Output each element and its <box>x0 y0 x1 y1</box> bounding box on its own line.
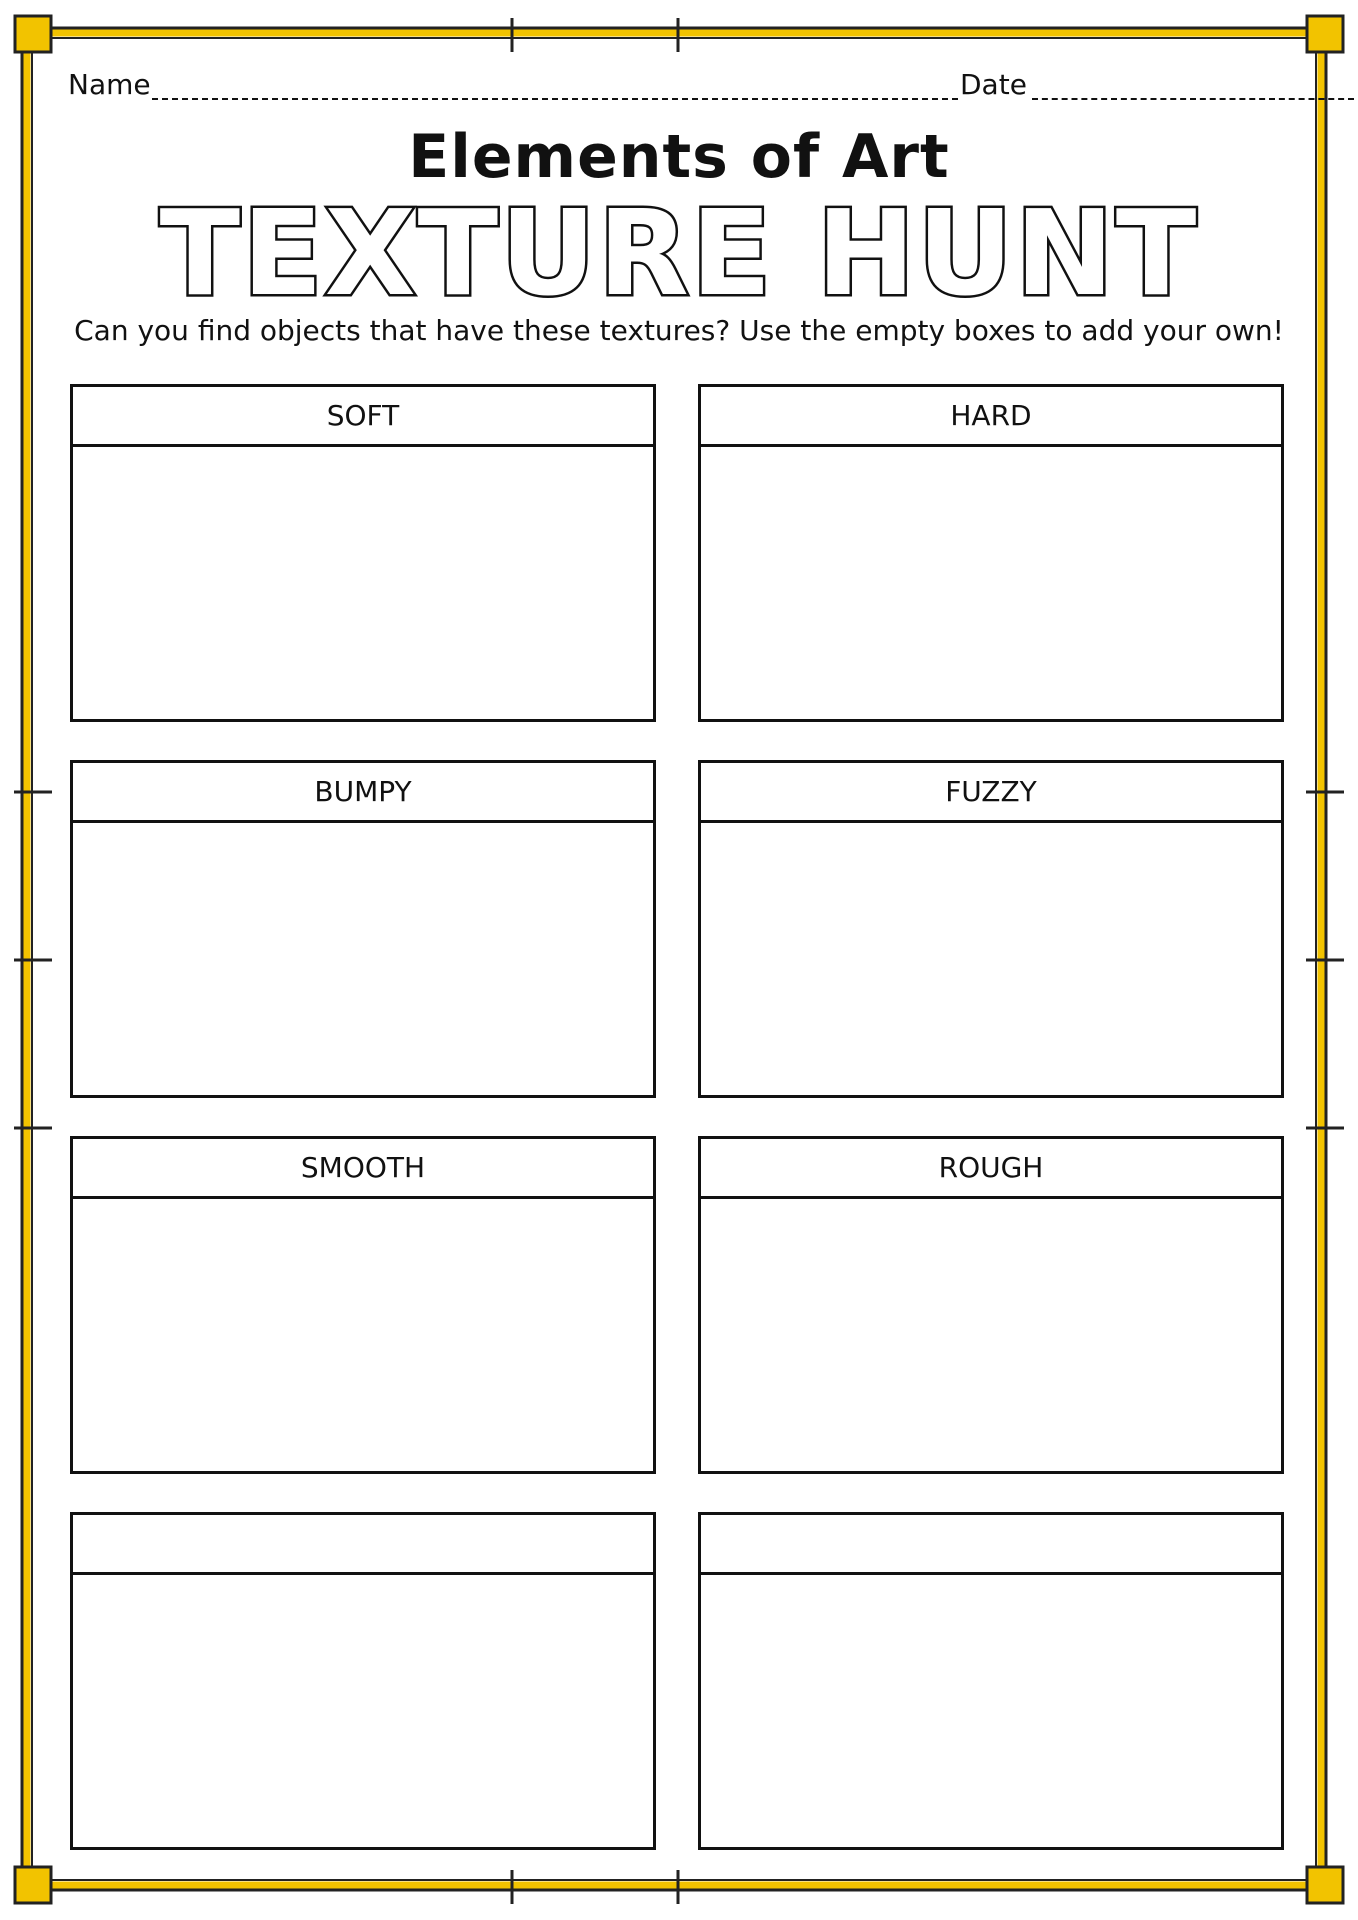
texture-box-drawing-area[interactable] <box>701 447 1281 719</box>
texture-box-label: FUZZY <box>701 763 1281 823</box>
texture-box-label-input[interactable] <box>73 1515 653 1575</box>
worksheet-subtitle: Elements of Art <box>408 122 950 192</box>
date-field[interactable] <box>1032 98 1354 100</box>
texture-box-drawing-area[interactable] <box>701 823 1281 1095</box>
texture-box-fuzzy <box>698 760 1284 1098</box>
worksheet-title-text: TEXTURE HUNT <box>159 190 1199 310</box>
date-label: Date <box>960 68 1027 101</box>
texture-box-smooth <box>70 1136 656 1474</box>
texture-box-drawing-area[interactable] <box>701 1575 1281 1847</box>
texture-box-bumpy <box>70 760 656 1098</box>
texture-box-hard <box>698 384 1284 722</box>
texture-box-custom-1 <box>70 1512 656 1850</box>
texture-box-drawing-area[interactable] <box>73 1575 653 1847</box>
instructions-text: Can you find objects that have these textures? Use the empty boxes to add your own! <box>74 314 1284 347</box>
worksheet-title <box>0 190 1358 310</box>
texture-box-label: BUMPY <box>73 763 653 823</box>
name-date-row <box>68 64 1288 104</box>
texture-box-drawing-area[interactable] <box>73 823 653 1095</box>
texture-box-drawing-area[interactable] <box>73 1199 653 1471</box>
texture-box-label: HARD <box>701 387 1281 447</box>
texture-box-label: SOFT <box>73 387 653 447</box>
texture-box-soft <box>70 384 656 722</box>
texture-box-rough <box>698 1136 1284 1474</box>
texture-box-label-input[interactable] <box>701 1515 1281 1575</box>
texture-box-drawing-area[interactable] <box>701 1199 1281 1471</box>
texture-box-label: ROUGH <box>701 1139 1281 1199</box>
name-label: Name <box>68 68 151 101</box>
texture-box-custom-2 <box>698 1512 1284 1850</box>
name-field[interactable] <box>152 98 958 100</box>
texture-box-drawing-area[interactable] <box>73 447 653 719</box>
texture-box-label: SMOOTH <box>73 1139 653 1199</box>
